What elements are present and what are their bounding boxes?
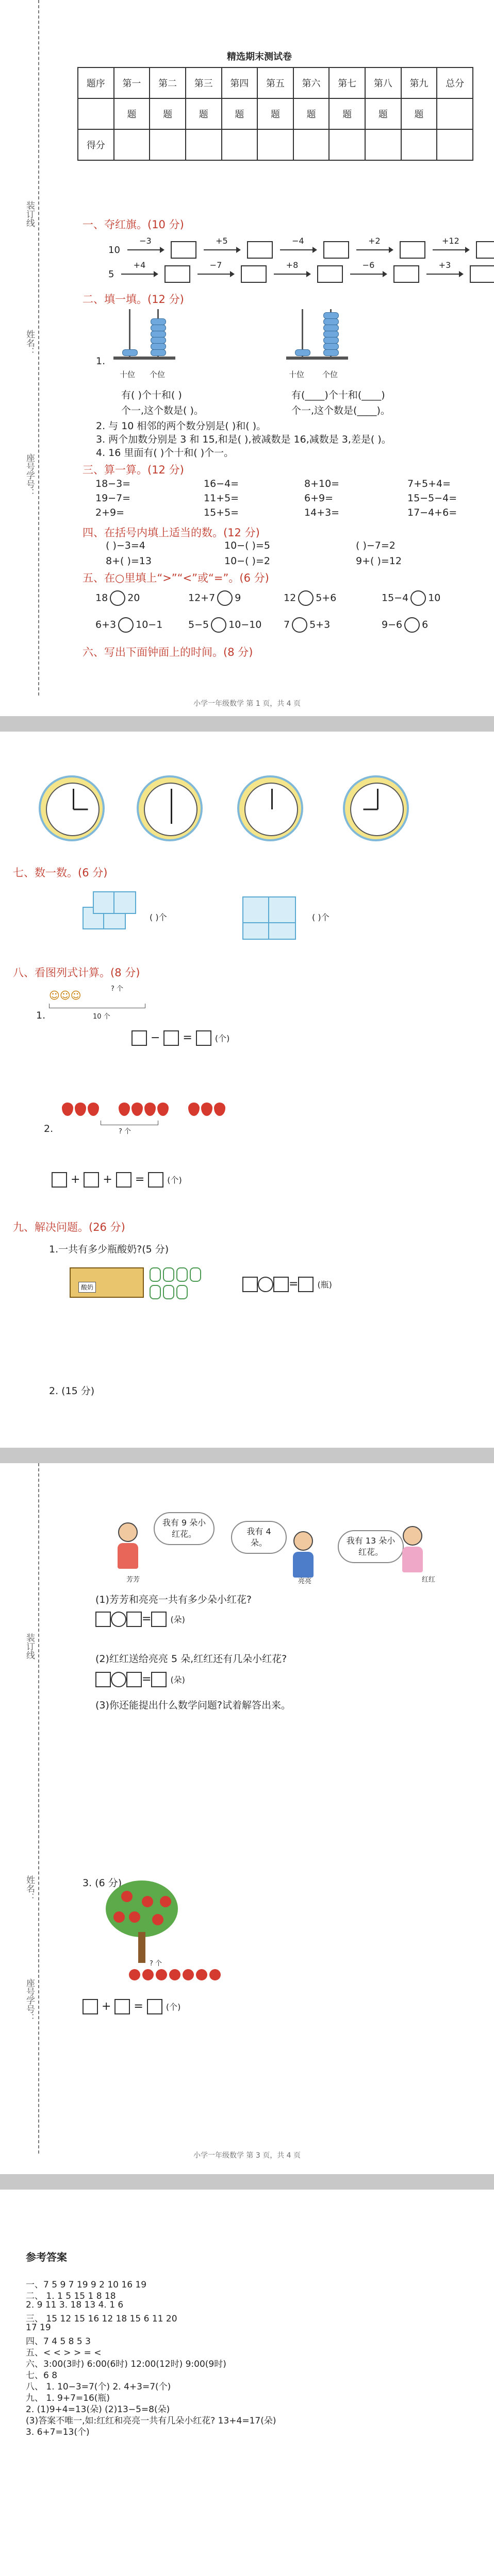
row2-cell <box>437 98 473 129</box>
score-row-header <box>78 67 473 98</box>
p3-problem-3: 3. (6 分) <box>83 1877 122 1889</box>
page-gap-2 <box>0 1448 494 1463</box>
q2-1-left-line2: 个一,这个数是( )。 <box>121 405 204 416</box>
chain-1-arrow-3 <box>280 236 316 250</box>
q9-2: 2. (15 分) <box>49 1385 95 1397</box>
chain-1-op-3: −4 <box>292 236 304 246</box>
chain-2-answer-3[interactable] <box>317 265 343 283</box>
cubes-group-1 <box>83 891 144 938</box>
equation-8-2: + + = (个) <box>52 1172 182 1188</box>
binding-label-seat: 座号学号： <box>24 453 35 497</box>
row2-cell: 题 <box>222 98 258 129</box>
score-table <box>77 67 473 161</box>
smiley-icon: ☺☺☺ <box>49 989 81 1002</box>
chain-2-arrow-5 <box>426 260 463 275</box>
score-entry-cell[interactable] <box>329 129 365 160</box>
eq-box[interactable] <box>273 1277 289 1292</box>
compare-item <box>284 590 336 606</box>
calc-item[interactable]: 14+3= <box>304 507 340 518</box>
eq-box[interactable] <box>151 1672 167 1687</box>
p3-q2: (2)红红送给亮亮 5 朵,红红还有几朵小红花? <box>95 1653 287 1665</box>
row1-cell: 第四 <box>222 67 258 98</box>
chain-2-op-2: −7 <box>209 260 222 270</box>
calc-item[interactable]: 19−7= <box>95 493 131 504</box>
calc-item[interactable]: 15−5−4= <box>407 493 457 504</box>
section-1-title: 一、夺红旗。(10 分) <box>83 218 184 231</box>
binding-line <box>38 0 39 696</box>
compare-item <box>284 617 330 633</box>
p3-q3-top-label: ? 个 <box>150 1960 162 1968</box>
equation-unit: (朵) <box>170 1675 185 1685</box>
abacus-1-ones-label: 个位 <box>150 370 166 379</box>
eq-box[interactable] <box>52 1172 67 1188</box>
fill-item[interactable]: 9+( )=12 <box>356 555 402 567</box>
row2-cell: 题 <box>257 98 293 129</box>
chain-1-answer-4[interactable] <box>400 241 425 259</box>
binding-label-seat: 座号学号： <box>24 1978 35 2022</box>
cubes-group-2 <box>242 891 304 938</box>
apple-tree <box>98 1880 186 1968</box>
section-7-title: 七、数一数。(6 分) <box>13 867 108 879</box>
eq-operator[interactable] <box>111 1672 126 1687</box>
compare-right: 20 <box>127 592 140 604</box>
person-fangfang <box>118 1522 138 1569</box>
chain-2-arrow-4 <box>350 260 386 275</box>
equation-8-1: − = (个) <box>131 1030 229 1046</box>
row1-cell: 第五 <box>257 67 293 98</box>
row1-cell: 题序 <box>78 67 114 98</box>
row2-cell: 题 <box>329 98 365 129</box>
compare-right: 9 <box>235 592 241 604</box>
score-entry-cell[interactable] <box>293 129 330 160</box>
row2-cell: 题 <box>150 98 186 129</box>
eq-operator[interactable] <box>111 1612 126 1627</box>
page-gap-1 <box>0 716 494 732</box>
brace-line <box>49 1004 145 1008</box>
pic-2-top-label: ? 个 <box>119 1128 131 1136</box>
compare-item <box>382 590 440 606</box>
equation-p3-3: + = (个) <box>83 1999 180 2014</box>
yogurt-bottles <box>150 1267 206 1298</box>
answer-line: 二、 1. 1 5 15 1 8 18 <box>26 2291 116 2301</box>
compare-circle[interactable] <box>211 617 226 633</box>
chain-2-answer-4[interactable] <box>393 265 419 283</box>
p3-q3: (3)你还能提出什么数学问题?试着解答出来。 <box>95 1700 291 1711</box>
chain-2-op-1: +4 <box>133 260 146 270</box>
answer-line: 一、7 5 9 7 19 9 2 10 16 19 <box>26 2280 147 2290</box>
binding-label-name: 姓名： <box>24 330 35 356</box>
clock-4 <box>343 775 409 841</box>
answer-line: 3. 6+7=13(个) <box>26 2427 90 2437</box>
fill-item[interactable]: ( )−3=4 <box>106 540 145 551</box>
chain-2-arrow-1 <box>121 260 157 275</box>
compare-circle[interactable] <box>292 617 307 633</box>
score-entry-cell[interactable] <box>257 129 293 160</box>
eq-box[interactable] <box>298 1277 314 1292</box>
row3-cell: 得分 <box>78 129 114 160</box>
clock-3 <box>237 775 303 841</box>
row1-cell: 第九 <box>401 67 437 98</box>
page-title: 精选期末测试卷 <box>227 52 292 62</box>
page-2 <box>0 732 494 1448</box>
yogurt-crate <box>70 1267 144 1298</box>
q2-1-right-line1: 有(____)个十和(____) <box>291 389 385 401</box>
score-row-unit <box>78 98 473 129</box>
clock-2 <box>137 775 203 841</box>
equation-p3-2: = (朵) <box>95 1672 185 1687</box>
calc-item[interactable]: 6+9= <box>304 493 334 504</box>
pic-1-top-label: ? 个 <box>111 985 124 993</box>
chain-1-arrow-5 <box>433 236 469 250</box>
compare-item <box>382 617 428 633</box>
smiley-row <box>49 989 81 1002</box>
page-1-footer: 小学一年级数学 第 1 页，共 4 页 <box>193 700 301 708</box>
compare-item <box>95 617 162 633</box>
binding-label-name: 姓名： <box>24 1875 35 1902</box>
count-answer-1[interactable]: ( )个 <box>150 912 167 922</box>
section-6-title: 六、写出下面钟面上的时间。(8 分) <box>83 646 253 658</box>
calc-item[interactable]: 16−4= <box>204 478 239 489</box>
compare-right: 6 <box>422 619 429 631</box>
abacus-1-tens-label: 十位 <box>120 370 136 379</box>
answer-line: 七、6 8 <box>26 2370 58 2381</box>
eq-box[interactable] <box>126 1612 142 1627</box>
binding-line <box>38 1463 39 2154</box>
row2-cell: 题 <box>186 98 222 129</box>
calc-item[interactable]: 2+9= <box>95 507 125 518</box>
eq-box[interactable] <box>148 1172 163 1188</box>
row1-cell: 第一 <box>114 67 150 98</box>
chain-1-op-1: −3 <box>139 236 152 246</box>
section-5-title: 五、在○里填上“>”“<”或“=”。(6 分) <box>83 572 269 584</box>
compare-item <box>188 590 241 606</box>
eq-operator[interactable] <box>258 1277 273 1292</box>
row2-cell <box>78 98 114 129</box>
section-2-title: 二、填一填。(12 分) <box>83 293 184 306</box>
eq-box[interactable] <box>196 1030 211 1046</box>
equation-unit: (个) <box>166 2002 181 2012</box>
row1-cell: 第二 <box>150 67 186 98</box>
eq-box[interactable] <box>95 1672 111 1687</box>
eq-box[interactable] <box>116 1172 131 1188</box>
eq-box[interactable] <box>83 1999 98 2014</box>
abacus-2-tens-label: 十位 <box>289 370 305 379</box>
cloud-liangliang: 我有 4 朵。 <box>231 1521 287 1554</box>
chain-1-arrow-4 <box>356 236 392 250</box>
abacus-1 <box>113 309 175 366</box>
score-row-score <box>78 129 473 160</box>
answer-line: 2. (1)9+4=13(朵) (2)13−5=8(朵) <box>26 2404 170 2415</box>
eq-box[interactable] <box>114 1999 130 2014</box>
name-liangliang: 亮亮 <box>298 1578 312 1585</box>
calc-item[interactable]: 8+10= <box>304 478 340 489</box>
compare-item <box>188 617 261 633</box>
row1-cell: 第三 <box>186 67 222 98</box>
chain-1-answer-3[interactable] <box>323 241 349 259</box>
chain-2-op-4: −6 <box>362 260 375 270</box>
abacus-2 <box>286 309 348 366</box>
crate-label: 酸奶 <box>78 1282 96 1293</box>
cloud-honghong: 我有 13 朵小红花。 <box>338 1530 404 1563</box>
answer-line: 九、 1. 9+7=16(瓶) <box>26 2393 110 2403</box>
compare-left: 12 <box>284 592 297 604</box>
compare-item <box>95 590 140 606</box>
q2-4: 4. 16 里面有( )个十和( )个一。 <box>96 447 234 459</box>
compare-right: 5+3 <box>309 619 331 631</box>
abacus-2-ones-label: 个位 <box>322 370 338 379</box>
score-entry-cell[interactable] <box>365 129 401 160</box>
page-gap-3 <box>0 2174 494 2190</box>
equation-unit: (个) <box>215 1033 230 1043</box>
calc-item[interactable]: 7+5+4= <box>407 478 451 489</box>
section-3-title: 三、算一算。(12 分) <box>83 464 184 476</box>
score-entry-cell[interactable] <box>186 129 222 160</box>
eq-box[interactable] <box>242 1277 258 1292</box>
name-fangfang: 芳芳 <box>126 1576 140 1584</box>
chain-2-arrow-2 <box>197 260 234 275</box>
chain-2-answer-2[interactable] <box>241 265 267 283</box>
equation-unit: (个) <box>167 1175 182 1185</box>
score-entry-cell[interactable] <box>114 129 150 160</box>
chain-1-start: 10 <box>108 244 120 256</box>
answer-line: 八、 1. 10−3=7(个) 2. 4+3=7(个) <box>26 2382 171 2392</box>
answer-line: 三、 15 12 15 16 12 18 15 6 11 20 <box>26 2314 177 2324</box>
fallen-apples <box>129 1969 211 1981</box>
p3-q1: (1)芳芳和亮亮一共有多少朵小红花? <box>95 1594 252 1605</box>
chain-1-answer-5[interactable] <box>476 241 494 259</box>
chain-2-start: 5 <box>108 268 114 280</box>
compare-circle[interactable] <box>118 617 134 633</box>
compare-left: 12+7 <box>188 592 216 604</box>
page-3-footer: 小学一年级数学 第 3 页，共 4 页 <box>193 2151 301 2160</box>
fill-item[interactable]: ( )−7=2 <box>356 540 396 551</box>
compare-right: 5+6 <box>316 592 337 604</box>
answer-line: 四、7 4 5 8 5 3 <box>26 2336 91 2347</box>
name-honghong: 红红 <box>422 1576 436 1584</box>
chain-2-op-3: +8 <box>286 260 299 270</box>
row2-cell: 题 <box>293 98 330 129</box>
page-answers <box>0 2190 494 2576</box>
cloud-fangfang: 我有 9 朵小红花。 <box>154 1512 215 1545</box>
score-entry-cell[interactable] <box>150 129 186 160</box>
chain-1-op-5: +12 <box>442 236 459 246</box>
section-9-title: 九、解决问题。(26 分) <box>13 1221 125 1233</box>
fill-item[interactable]: 10−( )=2 <box>224 555 270 567</box>
brace-line-2 <box>101 1121 158 1125</box>
equation-unit: (朵) <box>170 1615 185 1624</box>
chain-1-op-2: +5 <box>216 236 228 246</box>
chain-2-answer-1[interactable] <box>164 265 190 283</box>
chain-2-op-5: +3 <box>438 260 451 270</box>
compare-circle[interactable] <box>404 617 420 633</box>
answers-title: 参考答案 <box>26 2251 67 2263</box>
person-honghong <box>402 1526 423 1572</box>
compare-left: 15−4 <box>382 592 409 604</box>
count-answer-2[interactable]: ( )个 <box>312 912 330 922</box>
compare-left: 7 <box>284 619 290 631</box>
compare-right: 10 <box>428 592 441 604</box>
clock-1 <box>39 775 105 841</box>
compare-left: 5−5 <box>188 619 209 631</box>
row1-cell: 第七 <box>329 67 365 98</box>
q2-1-left-line1: 有( )个十和( ) <box>121 389 182 401</box>
row1-cell: 第八 <box>365 67 401 98</box>
row1-cell: 第六 <box>293 67 330 98</box>
fill-item[interactable]: 8+( )=13 <box>106 555 152 567</box>
eq-box[interactable] <box>163 1030 179 1046</box>
row2-cell: 题 <box>114 98 150 129</box>
calc-item[interactable]: 17−4+6= <box>407 507 457 518</box>
score-entry-cell[interactable] <box>437 129 473 160</box>
binding-label-bind: 装订线 <box>24 201 35 227</box>
compare-circle[interactable] <box>410 590 426 606</box>
chain-2-answer-5[interactable] <box>470 265 494 283</box>
eq-box[interactable] <box>147 1999 162 2014</box>
compare-circle[interactable] <box>217 590 233 606</box>
eq-box[interactable] <box>95 1612 111 1627</box>
answer-line: 17 19 <box>26 2323 51 2333</box>
answer-line: (3)答案不唯一,如:红红和亮亮一共有几朵小红花? 13+4=17(朵) <box>26 2416 276 2426</box>
calc-item[interactable]: 18−3= <box>95 478 131 489</box>
q2-2: 2. 与 10 相邻的两个数分别是( )和( )。 <box>96 420 267 432</box>
answer-line: 2. 9 11 3. 18 13 4. 1 6 <box>26 2300 124 2310</box>
equation-p3-1: = (朵) <box>95 1612 185 1627</box>
strawberry-groups <box>62 1103 227 1118</box>
eq-box[interactable] <box>131 1030 147 1046</box>
chain-1-arrow-2 <box>204 236 240 250</box>
pic-1-total-label: 10 个 <box>93 1013 110 1021</box>
compare-left: 6+3 <box>95 619 117 631</box>
eq-box[interactable] <box>126 1672 142 1687</box>
compare-right: 10−10 <box>228 619 262 631</box>
q2-3: 3. 两个加数分别是 3 和 15,和是( ),被减数是 16,减数是 3,差是( )。 <box>96 434 391 445</box>
answer-line: 五、< < > > = < <box>26 2348 102 2358</box>
chain-2 <box>108 260 494 283</box>
answer-line: 六、3:00(3时) 6:00(6时) 12:00(12时) 9:00(9时) <box>26 2359 226 2369</box>
eq-box[interactable] <box>151 1612 167 1627</box>
calc-item[interactable]: 11+5= <box>204 493 239 504</box>
binding-label-bind: 装订线 <box>24 1633 35 1659</box>
chain-1-answer-2[interactable] <box>247 241 273 259</box>
chain-1-op-4: +2 <box>368 236 381 246</box>
equation-unit: (瓶) <box>317 1280 332 1290</box>
compare-left: 9−6 <box>382 619 403 631</box>
row2-cell: 题 <box>401 98 437 129</box>
eq-box[interactable] <box>84 1172 99 1188</box>
calc-item[interactable]: 15+5= <box>204 507 239 518</box>
chain-1-arrow-1 <box>127 236 163 250</box>
page-1 <box>0 0 494 716</box>
compare-circle[interactable] <box>110 590 125 606</box>
binding-strip <box>26 1463 52 2154</box>
section-8-title: 八、看图列式计算。(8 分) <box>13 967 140 979</box>
q8-1-number: 1. <box>36 1010 46 1021</box>
row1-cell: 总分 <box>437 67 473 98</box>
section-4-title: 四、在括号内填上适当的数。(12 分) <box>83 527 260 539</box>
q2-1-right-line2: 个一,这个数是(____)。 <box>291 405 390 416</box>
q9-1: 1.一共有多少瓶酸奶?(5 分) <box>49 1244 169 1255</box>
q8-2-number: 2. <box>44 1123 54 1134</box>
score-entry-cell[interactable] <box>222 129 258 160</box>
chain-2-arrow-3 <box>274 260 310 275</box>
row2-cell: 题 <box>365 98 401 129</box>
equation-9-1: = (瓶) <box>242 1277 332 1292</box>
score-entry-cell[interactable] <box>401 129 437 160</box>
person-liangliang <box>293 1531 314 1578</box>
compare-circle[interactable] <box>298 590 314 606</box>
compare-left: 18 <box>95 592 108 604</box>
chain-1-answer-1[interactable] <box>171 241 196 259</box>
page-3 <box>0 1463 494 2174</box>
binding-strip <box>26 0 52 696</box>
chain-1 <box>108 236 494 259</box>
q2-1-number: 1. <box>96 355 106 367</box>
compare-right: 10−1 <box>136 619 163 631</box>
fill-item[interactable]: 10−( )=5 <box>224 540 270 551</box>
